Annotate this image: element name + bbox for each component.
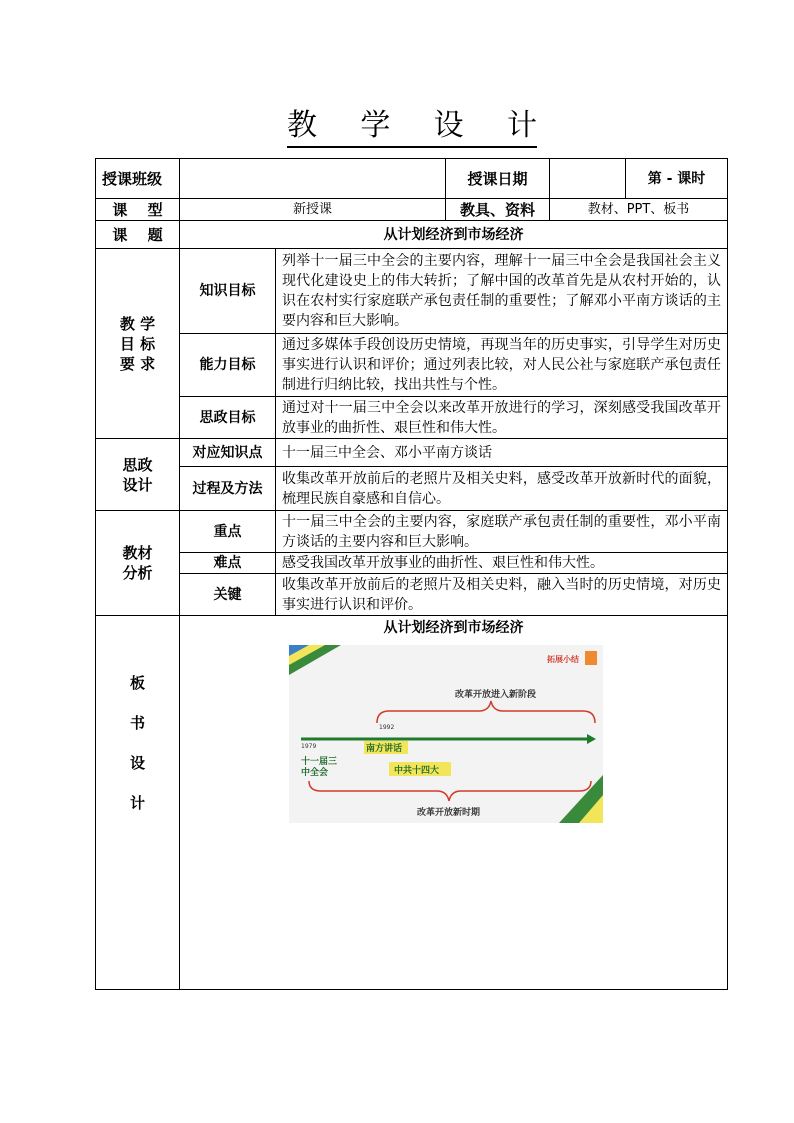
bottom-brace — [309, 781, 591, 801]
knowledge-goal-label: 知识目标 — [180, 249, 276, 334]
year-1992: 1992 — [379, 724, 395, 731]
tools-label: 教具、资料 — [446, 199, 550, 221]
page-title: 教 学 设 计 — [287, 100, 537, 148]
tools-value: 教材、PPT、板书 — [550, 199, 728, 221]
type-value: 新授课 — [180, 199, 446, 221]
key-point-label: 重点 — [180, 511, 276, 553]
difficulty-text: 感受我国改革开放事业的曲折性、艰巨性和伟大性。 — [276, 553, 728, 574]
class-value[interactable] — [180, 159, 446, 199]
tag-block — [585, 651, 597, 665]
top-brace-label: 改革开放进入新阶段 — [455, 690, 537, 700]
topic-label: 课 题 — [96, 221, 180, 249]
type-label: 课 型 — [96, 199, 180, 221]
date-value[interactable] — [550, 159, 626, 199]
analysis-category: 教材 分析 — [96, 511, 180, 616]
board-area — [180, 616, 728, 990]
year-1979: 1979 — [301, 743, 317, 750]
bottom-brace-label: 改革开放新时期 — [417, 808, 481, 818]
timeline-slide — [289, 645, 603, 823]
timeline-arrowhead — [587, 734, 596, 744]
goals-category: 教 学 目 标 要 求 — [96, 249, 180, 439]
board-title: 从计划经济到市场经济 — [383, 620, 524, 636]
difficulty-label: 难点 — [180, 553, 276, 574]
tag-label: 拓展小结 — [547, 655, 579, 664]
period-text: 第 - 课时 — [626, 159, 728, 199]
process-method-label: 过程及方法 — [180, 467, 276, 511]
crux-text: 收集改革开放前后的老照片及相关史料，融入当时的历史情境，对历史事实进行认识和评价。 — [276, 574, 728, 616]
top-brace — [377, 701, 595, 723]
south-talk-label: 南方讲话 — [366, 744, 403, 754]
plenum-line2: 中全会 — [301, 768, 329, 778]
process-method-text: 收集改革开放前后的老照片及相关史料，感受改革开放新时代的面貌，梳理民族自豪感和自信心。 — [276, 467, 728, 511]
knowledge-point-text: 十一届三中全会、邓小平南方谈话 — [276, 439, 728, 467]
plenum-line1: 十一届三 — [301, 757, 338, 767]
ideology-goal-label: 思政目标 — [180, 397, 276, 439]
ideology-category: 思政 设计 — [96, 439, 180, 511]
key-point-text: 十一届三中全会的主要内容，家庭联产承包责任制的重要性，邓小平南方谈话的主要内容和巨大影响。 — [276, 511, 728, 553]
class-label: 授课班级 — [96, 159, 180, 199]
crux-label: 关键 — [180, 574, 276, 616]
knowledge-point-label: 对应知识点 — [180, 439, 276, 467]
ideology-goal-text: 通过对十一届三中全会以来改革开放进行的学习，深刻感受我国改革开放事业的曲折性、艰巨性和伟大性。 — [276, 397, 728, 439]
congress-label: 中共十四大 — [394, 766, 440, 776]
timeline-graphic — [289, 645, 603, 823]
topic-value: 从计划经济到市场经济 — [180, 221, 728, 249]
board-category: 板 书 设 计 — [96, 616, 180, 990]
knowledge-goal-text: 列举十一届三中全会的主要内容，理解十一届三中全会是我国社会主义现代化建设史上的伟大转折；了解中国的改革首先是从农村开始的，认识在农村实行家庭联产承包责任制的重要性；了解邓小平南方谈话的主要内容和巨大影响。 — [276, 249, 728, 334]
ability-goal-label: 能力目标 — [180, 334, 276, 397]
lesson-plan-table — [95, 158, 728, 990]
ability-goal-text: 通过多媒体手段创设历史情境，再现当年的历史事实，引导学生对历史事实进行认识和评价；通过列表比较，对人民公社与家庭联产承包责任制进行归纳比较，找出共性与个性。 — [276, 334, 728, 397]
date-label: 授课日期 — [446, 159, 550, 199]
